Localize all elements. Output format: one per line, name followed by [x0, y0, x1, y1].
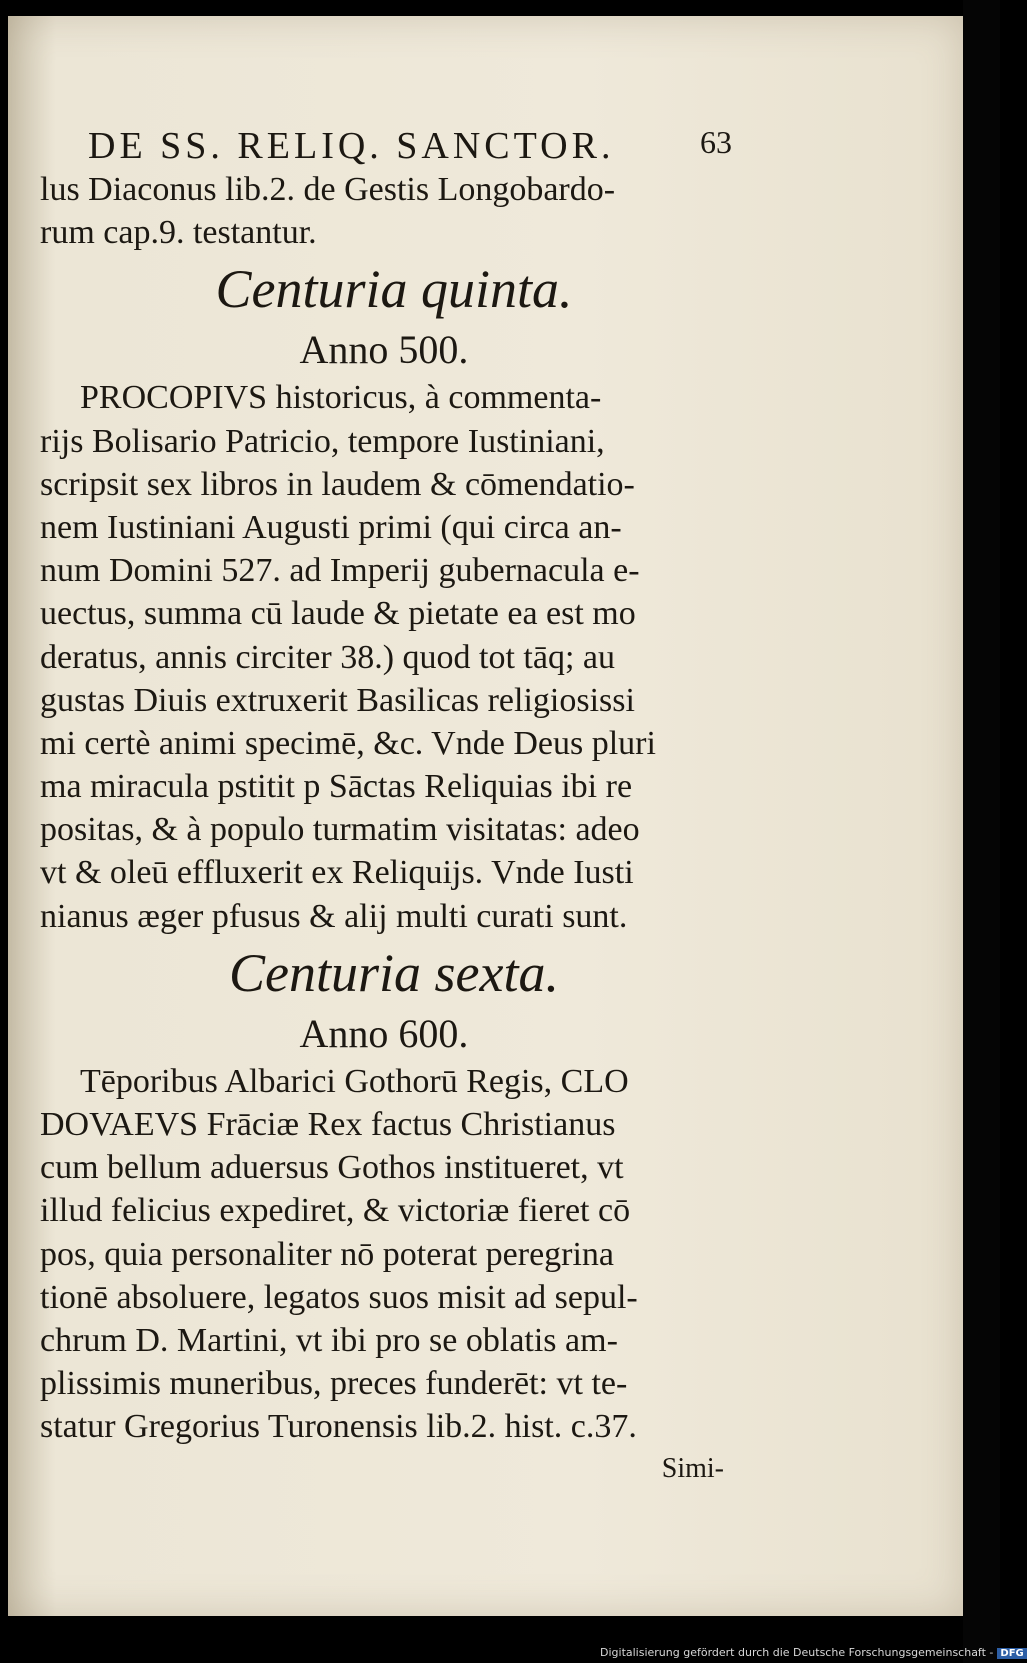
running-title: DE SS. RELIQ. SANCTOR. — [88, 125, 615, 167]
section-year-500: Anno 500. — [299, 327, 469, 373]
scan-border — [963, 0, 1000, 1663]
text-line: statur Gregorius Turonensis lib.2. hist. c.37. — [40, 1408, 637, 1446]
text-line: mi certè animi specimē, &c. Vnde Deus pluri — [40, 724, 656, 762]
page-number: 63 — [700, 124, 732, 160]
section-year-600: Anno 600. — [299, 1010, 469, 1056]
text-line: lus Diaconus lib.2. de Gestis Longobardo- — [40, 171, 616, 208]
text-line: gustas Diuis extruxerit Basilicas religiosissi — [40, 681, 635, 719]
text-line: plissimis muneribus, preces funderēt: vt te- — [40, 1365, 628, 1403]
text-line: chrum D. Martini, vt ibi pro se oblatis am- — [40, 1321, 618, 1359]
text-line: positas, & à populo turmatim visitatas: adeo — [40, 811, 640, 849]
text-line: rum cap.9. testantur. — [40, 214, 317, 252]
section-heading-centuria-sexta: Centuria sexta. — [229, 942, 559, 1003]
text-line: cum bellum aduersus Gothos institueret, vt — [40, 1149, 624, 1187]
text-column — [40, 124, 732, 1489]
text-line: ma miracula pstitit p Sāctas Reliquias ibi re — [40, 768, 633, 806]
text-line: num Domini 527. ad Imperij gubernacula e- — [40, 552, 640, 590]
text-line: DOVAEVS Frāciæ Rex factus Christianus — [40, 1106, 616, 1143]
text-line: Tēporibus Albarici Gothorū Regis, CLO — [80, 1062, 629, 1100]
intro-paragraph — [40, 168, 728, 254]
section-paragraph-sexta — [40, 1060, 728, 1449]
credit-text: Digitalisierung gefördert durch die Deutsche Forschungsgemeinschaft - — [600, 1646, 994, 1659]
catchword: Simi- — [661, 1452, 724, 1484]
dfg-logo-badge: DFG — [997, 1648, 1026, 1659]
text-line: tionē absoluere, legatos suos misit ad sepul- — [40, 1278, 638, 1316]
running-header — [40, 124, 732, 168]
text-line: uectus, summa cū laude & pietate ea est mo — [40, 595, 636, 633]
book-page — [8, 16, 963, 1616]
digitization-credit — [600, 1646, 1024, 1659]
text-line: deratus, annis circiter 38.) quod tot tāq; au — [40, 638, 615, 676]
section-paragraph-quinta — [40, 376, 728, 937]
text-line: illud felicius expediret, & victoriæ fieret cō — [40, 1192, 631, 1230]
text-line: vt & oleū effluxerit ex Reliquijs. Vnde Iusti — [40, 854, 634, 892]
text-line: PROCOPIVS historicus, à commenta- — [80, 379, 602, 417]
text-line: nianus æger pfusus & alij multi curati sunt. — [40, 897, 628, 935]
text-line: scripsit sex libros in laudem & cōmendatio- — [40, 465, 635, 503]
text-line: rijs Bolisario Patricio, tempore Iustiniani, — [40, 422, 605, 460]
section-heading-centuria-quinta: Centuria quinta. — [215, 259, 573, 320]
text-line: pos, quia personaliter nō poterat peregrina — [40, 1235, 615, 1273]
text-line: nem Iustiniani Augusti primi (qui circa an- — [40, 508, 622, 546]
